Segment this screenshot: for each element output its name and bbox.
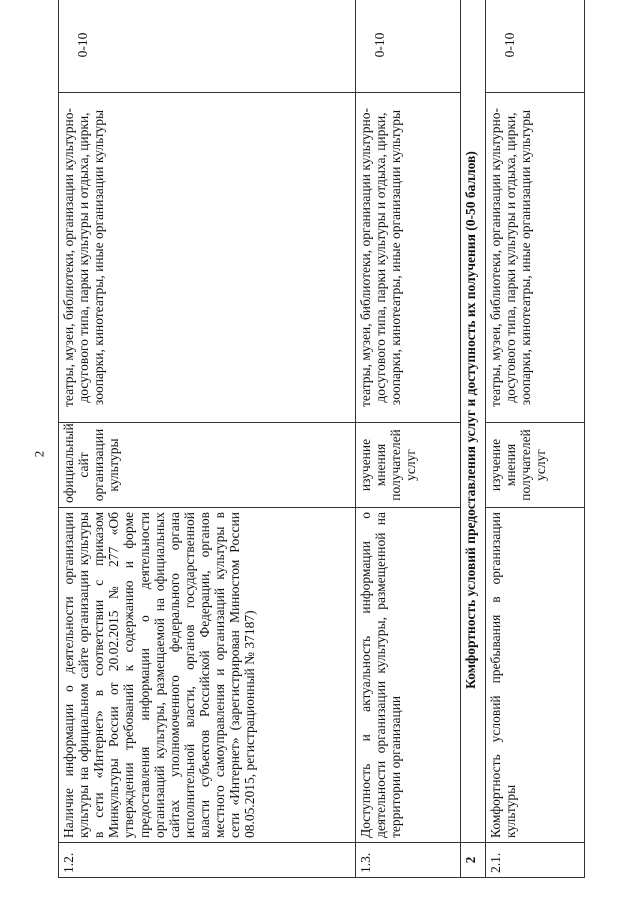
row-number: 2.1. [486, 843, 585, 878]
organization-types: театры, музеи, библиотеки, организации культурно-досугового типа, парки культуры и отдыха, цирки, зоопарки, кинотеатры, иные организации культуры [59, 93, 356, 423]
information-source: официальный сайт организации культуры [59, 423, 356, 508]
row-number: 1.2. [59, 843, 356, 878]
organization-types: театры, музеи, библиотеки, организации культурно-досугового типа, парки культуры и отдыха, цирки, зоопарки, кинотеатры, иные организации культуры [486, 93, 585, 423]
criterion-description: Доступность и актуальность информации о деятельности организации культуры, размещенной на территории организации [356, 508, 461, 843]
score-range: 0-10 [486, 0, 585, 93]
rotated-page-content [58, 32, 618, 878]
information-source: изучение мнения получателей услуг [356, 423, 461, 508]
criterion-description: Комфортность условий пребывания в организации культуры [486, 508, 585, 843]
organization-types: театры, музеи, библиотеки, организации культурно-досугового типа, парки культуры и отдыха, цирки, зоопарки, кинотеатры, иные организации культуры [356, 93, 461, 423]
criteria-table [58, 0, 585, 878]
section-number: 2 [461, 843, 486, 878]
information-source: изучение мнения получателей услуг [486, 423, 585, 508]
section-header-row [461, 0, 486, 878]
section-title: Комфортность условий предоставления услуг и доступность их получения (0-50 баллов) [461, 0, 486, 843]
table-row [59, 0, 356, 878]
row-number: 1.3. [356, 843, 461, 878]
table-row [486, 0, 585, 878]
page-number: 2 [31, 450, 47, 458]
table-row [356, 0, 461, 878]
score-range: 0-10 [59, 0, 356, 93]
criterion-description: Наличие информации о деятельности организации культуры на официальном сайте организации культуры в сети «Интернет» в соответствии с приказом Минкультуры России от 20.02.2015 № 277 «Об утверждении требований к содержанию и форме предоставления информации о деятельности организаций культуры, размещаемой на официальных сайтах уполномоченного федерального органа исполнительной власти, органов государственной власти субъектов Российской Федерации, органов местного самоуправления и организаций культуры в сети «Интернет» (зарегистрирован Минюстом России 08.05.2015, регистрационный № 37187) [59, 508, 356, 843]
score-range: 0-10 [356, 0, 461, 93]
